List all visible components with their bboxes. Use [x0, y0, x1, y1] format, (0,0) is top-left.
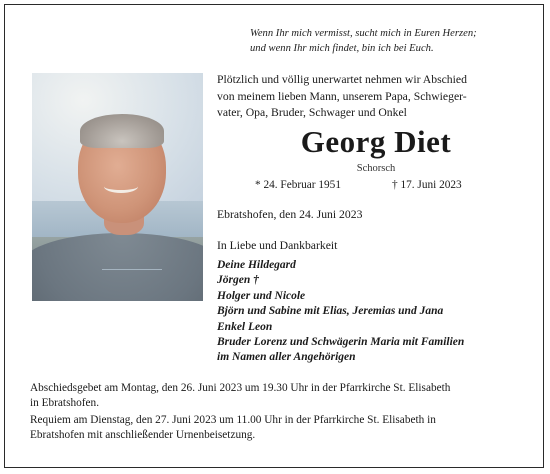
intro-line-2: von meinem lieben Mann, unserem Papa, Schwieger- [217, 89, 467, 103]
thanks-line: In Liebe und Dankbarkeit [217, 239, 338, 252]
epigraph [250, 26, 522, 56]
requiem-line-2: Ebratshofen mit anschließender Urnenbeisetzung. [30, 429, 256, 442]
epigraph-line-2: und wenn Ihr mich findet, bin ich bei Euch. [250, 43, 434, 54]
photo-shirt [32, 233, 203, 301]
intro-text [217, 72, 527, 122]
deceased-nickname: Schorsch [356, 163, 396, 174]
mourner-item: Deine Hildegard [217, 259, 296, 271]
requiem-line-1: Requiem am Dienstag, den 27. Juni 2023 um 11.00 Uhr in der Pfarrkirche St. Elisabeth in [30, 414, 436, 426]
epigraph-line-1: Wenn Ihr mich vermisst, sucht mich in Euren Herzen; [250, 28, 477, 39]
photo-hair [80, 114, 164, 148]
death-date: † 17. Juni 2023 [392, 179, 462, 191]
portrait-photo [32, 73, 203, 301]
intro-line-1: Plötzlich und völlig unerwartet nehmen wir Abschied [217, 73, 467, 86]
photo-shirt-pattern [102, 269, 162, 290]
mourner-item: Jörgen † [217, 274, 259, 287]
mourner-item: Enkel Leon [217, 320, 273, 333]
mourner-item: Bruder Lorenz und Schwägerin Maria mit Familien [217, 336, 465, 349]
mourners-list [217, 258, 535, 366]
requiem-notice [30, 413, 530, 443]
birth-date: * 24. Februar 1951 [255, 179, 341, 191]
intro-line-3: vater, Opa, Bruder, Schwager und Onkel [217, 106, 407, 119]
farewell-line-2: in Ebratshofen. [30, 397, 100, 410]
deceased-name: Georg Diet [300, 124, 452, 159]
place-and-date: Ebratshofen, den 24. Juni 2023 [217, 208, 363, 221]
mourner-item: im Namen aller Angehörigen [217, 351, 356, 364]
farewell-line-1: Abschiedsgebet am Montag, den 26. Juni 2023 um 19.30 Uhr in der Pfarrkirche St. Elisabeth [30, 382, 451, 394]
mourner-item: Holger und Nicole [217, 289, 306, 302]
mourner-item: Björn und Sabine mit Elias, Jeremias und Jana [217, 305, 444, 318]
farewell-prayer-notice [30, 381, 530, 411]
